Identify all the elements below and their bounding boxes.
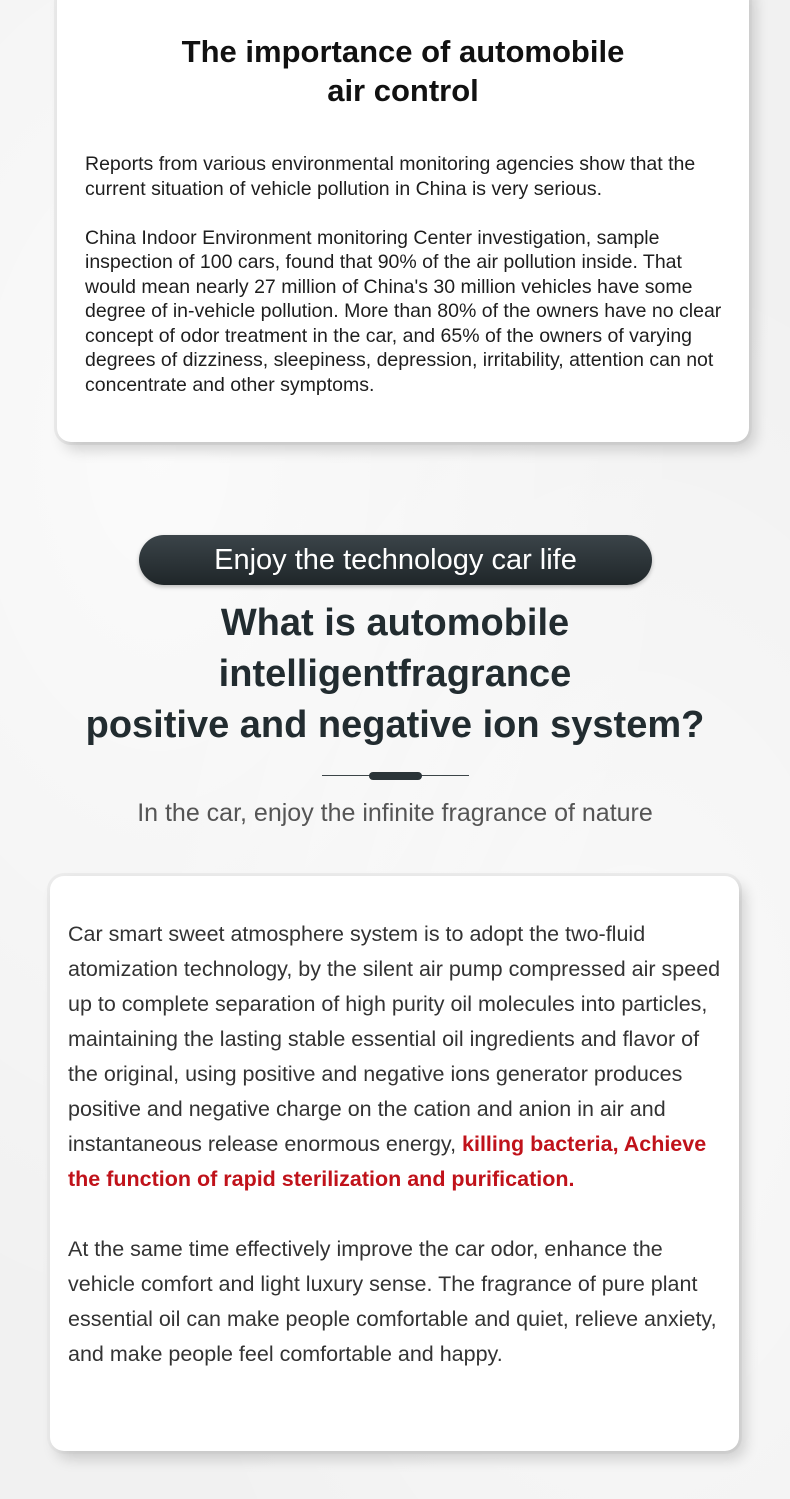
ion-system-heading-line1: What is automobile [220, 602, 570, 644]
pollution-report-paragraph: Reports from various environmental monitoring agencies show that the current situation of vehicle pollution in China is very serious. [85, 153, 696, 200]
air-control-title [57, 32, 749, 110]
air-control-title-line1: The importance of automobile [181, 34, 625, 69]
ion-system-heading [0, 598, 790, 751]
atomization-paragraph [68, 917, 724, 1197]
ion-system-body [68, 917, 724, 1407]
atomization-text: Car smart sweet atmosphere system is to adopt the two-fluid atomization technology, by the silent air pump compressed air speed up to complete separation of high purity oil molecules into particles, maintaining the lasting stable essential oil ingredients and flavor of the original, using positive and negative ions generator produces positive and negative charge on the cation and anion in air and instantaneous release enormous energy, [68, 922, 721, 1156]
air-control-card [57, 0, 749, 442]
tech-car-life-banner: Enjoy the technology car life [139, 535, 652, 585]
investigation-paragraph: China Indoor Environment monitoring Center investigation, sample inspection of 100 cars, found that 90% of the air pollution inside. That would mean nearly 27 million of China's 30 million vehicles have some degree of in-vehicle pollution. More than 80% of the owners have no clear concept of odor treatment in the car, and 65% of the owners of varying degrees of dizziness, sleepiness, depression, irritability, attention can not concentrate and other symptoms. [85, 226, 722, 396]
comfort-paragraph: At the same time effectively improve the car odor, enhance the vehicle comfort and light luxury sense. The fragrance of pure plant essential oil can make people comfortable and quiet, relieve anxiety, and make people feel comfortable and happy. [68, 1237, 717, 1366]
air-control-title-line2: air control [327, 73, 479, 108]
ion-system-card [50, 876, 739, 1451]
ion-system-heading-line3: positive and negative ion system? [85, 704, 705, 746]
sterilization-highlight: killing bacteria, Achieve the function of rapid sterilization and purification. [68, 1132, 707, 1191]
ion-system-heading-line2: intelligentfragrance [218, 653, 572, 695]
section-divider-bar [369, 772, 422, 780]
air-control-body [85, 152, 735, 422]
fragrance-subtitle: In the car, enjoy the infinite fragrance of nature [137, 799, 653, 827]
